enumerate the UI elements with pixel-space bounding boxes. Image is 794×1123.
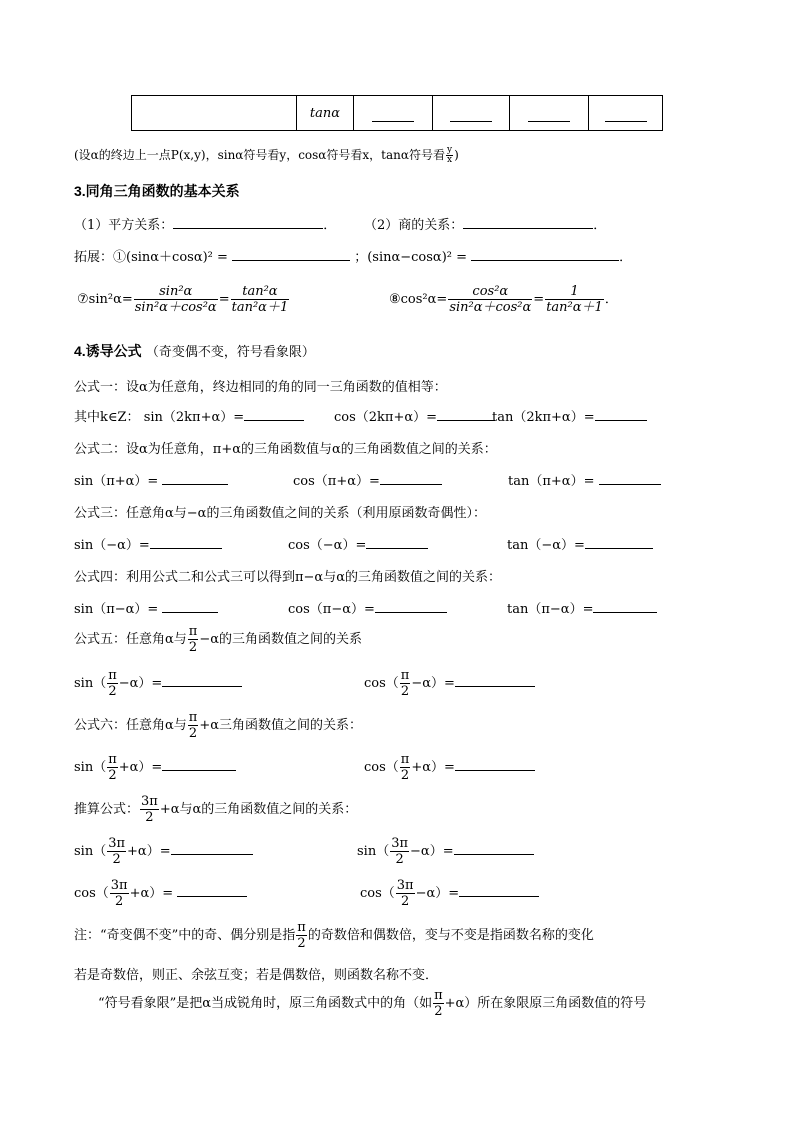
blank-line <box>455 674 535 687</box>
fraction: $\frac{\text{sin²α}}{\text{sin²α＋cos²α}}$ <box>134 284 217 315</box>
table-blank-cell <box>433 96 510 131</box>
fraction: $\frac{1}{\text{tan²α＋1}}$ <box>546 284 603 315</box>
fraction: $\frac{\text{cos²α}}{\text{sin²α＋cos²α}}$ <box>449 284 532 315</box>
section4-subtitle: （奇变偶不变，符号看象限） <box>145 345 315 360</box>
section4-heading <box>74 341 315 361</box>
blank-line <box>437 408 495 421</box>
table-empty-cell <box>132 96 297 131</box>
blank-line <box>459 884 539 897</box>
note-line2: 若是奇数倍，则正、余弦互变；若是偶数倍，则函数名称不变． <box>74 968 439 983</box>
extension-line: 拓展：①(sinα＋cosα)² = ；(sinα−cosα)² = ． <box>74 250 633 265</box>
square-relation: （1）平方关系： ． <box>74 218 337 233</box>
blank-line <box>471 248 619 261</box>
cos-square-formula: ⑧cos²α= $\frac{\text{cos²α}}{\text{sin²α＋cos²α}}$ = $\frac{1}{\text{tan²α＋1}}$ ． <box>389 284 618 315</box>
blank-line <box>585 536 653 549</box>
blank-line <box>455 758 535 771</box>
formula4-title: 公式四：利用公式二和公式三可以得到π−α与α的三角函数值之间的关系： <box>74 570 501 585</box>
blank-line <box>463 216 593 229</box>
section3-title: 3.同角三角函数的基本关系 <box>74 183 240 199</box>
pi-over-2-fraction: $\frac{\pi}{2}$ <box>188 624 198 655</box>
blank-line <box>162 674 242 687</box>
formula1-row: 其中k∈Z： sin（2kπ+α）= <box>74 406 304 425</box>
quotient-relation: （2）商的关系： ． <box>364 218 607 233</box>
blank-line <box>162 758 236 771</box>
table-row-label: tanα <box>297 96 354 131</box>
table-blank-cell <box>589 96 663 131</box>
blank-line <box>372 107 414 122</box>
blank-line <box>605 107 647 122</box>
table-blank-cell <box>510 96 589 131</box>
formula3-title: 公式三：任意角α与−α的三角函数值之间的关系（利用原函数奇偶性）： <box>74 506 486 521</box>
blank-line <box>450 107 492 122</box>
formula5-title: 公式五：任意角α与 $\frac{\pi}{2}$ −α的三角函数值之间的关系 <box>74 624 362 655</box>
blank-line <box>454 842 534 855</box>
blank-line <box>232 248 350 261</box>
note-line1: 注：“奇变偶不变”中的奇、偶分别是指 $\frac{\pi}{2}$ 的奇数倍和偶数倍，变与不变是指函数名称的变化 <box>74 920 594 951</box>
blank-line <box>528 107 570 122</box>
sign-table <box>131 95 663 131</box>
blank-line <box>599 472 661 485</box>
note-line3: “符号看象限”是把α当成锐角时，原三角函数式中的角（如 $\frac{\pi}{2}$ +α）所在象限原三角函数值的符号 <box>98 988 647 1019</box>
blank-line <box>375 600 447 613</box>
blank-line <box>162 600 218 613</box>
blank-line <box>162 472 228 485</box>
section4-title: 4.诱导公式 <box>74 343 142 359</box>
blank-line <box>366 536 428 549</box>
blank-line <box>380 472 442 485</box>
sign-note: (设α的终边上一点P(x,y)，sinα符号看y，cosα符号看x，tanα符号看 $\frac{y}{x}$ ) <box>74 145 459 165</box>
table-blank-cell <box>354 96 433 131</box>
blank-line <box>595 408 647 421</box>
y-over-x-fraction: $\frac{y}{x}$ <box>446 145 453 165</box>
formula6-title: 公式六：任意角α与 $\frac{\pi}{2}$ +α三角函数值之间的关系： <box>74 710 362 741</box>
blank-line <box>150 536 222 549</box>
blank-line <box>593 600 657 613</box>
formula2-title: 公式二：设α为任意角，π+α的三角函数值与α的三角函数值之间的关系： <box>74 442 497 457</box>
fraction: $\frac{\text{tan²α}}{\text{tan²α＋1}}$ <box>231 284 289 315</box>
sin-square-formula: ⑦sin²α= $\frac{\text{sin²α}}{\text{sin²α＋cos²α}}$ = $\frac{\text{tan²α}}{\text{tan²α＋1}}$ <box>77 284 289 315</box>
derived-formula-title: 推算公式： $\frac{3\pi}{2}$ +α与α的三角函数值之间的关系： <box>74 794 358 825</box>
formula1-title: 公式一：设α为任意角，终边相同的角的同一三角函数的值相等： <box>74 380 447 395</box>
blank-line <box>173 216 323 229</box>
blank-line <box>171 842 253 855</box>
blank-line <box>177 884 247 897</box>
blank-line <box>244 408 304 421</box>
